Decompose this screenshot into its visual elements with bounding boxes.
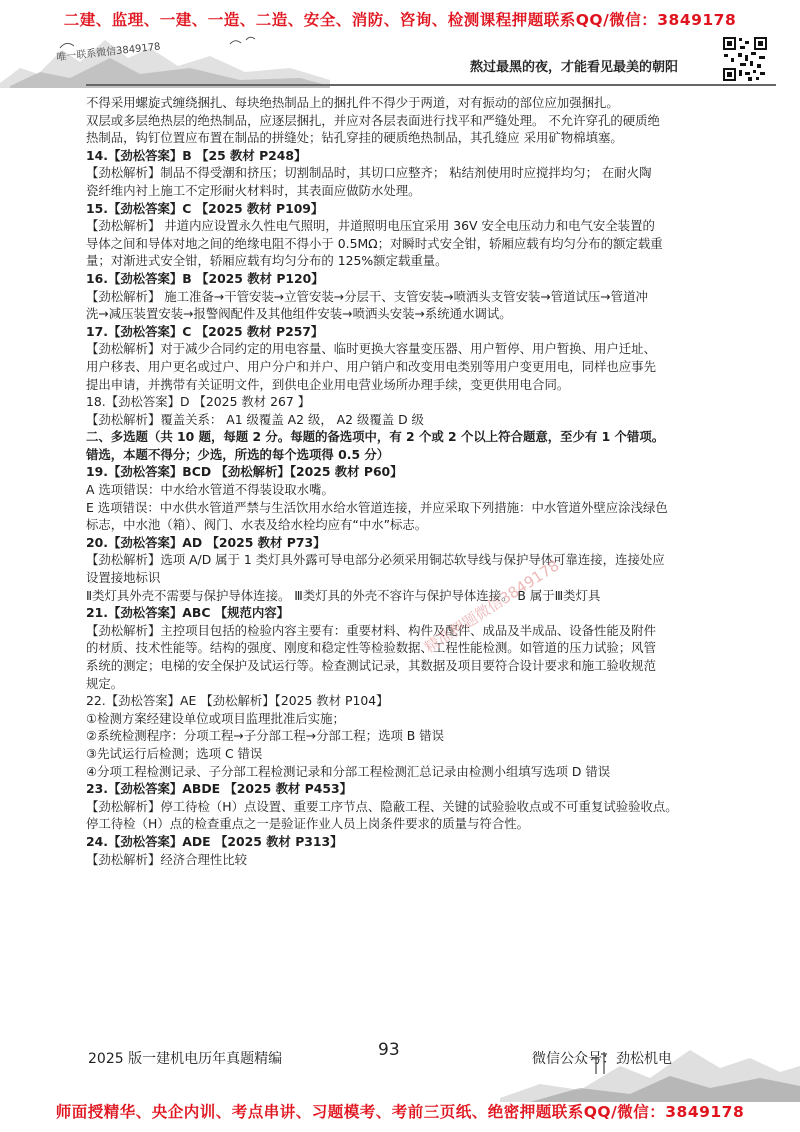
contact-watermark: 精准押题微信3849178 [421, 556, 563, 657]
explanation-line: ②系统检测程序：分项工程→子分部工程→分部工程；选项 B 错误 [86, 728, 445, 744]
explanation-line: 热制品，钩钉位置应布置在制品的拼缝处；钻孔穿挂的硬质绝热制品，其孔缝应 采用矿物棉填塞。 [86, 130, 623, 146]
explanation-line: 不得采用螺旋式缠绕捆扎、每块绝热制品上的捆扎件不得少于两道，对有振动的部位应加强捆扎。 [86, 95, 619, 110]
explanation-line: 双层或多层绝热层的绝热制品，应逐层捆扎，并应对各层表面进行找平和严缝处理。 不允许穿孔的硬质绝 [86, 112, 660, 128]
explanation-line: 的材质、技术性能等。结构的强度、刚度和稳定性等检验数据、工程性能检测。如管道的压力试验；风管 [86, 640, 656, 656]
footer-book-title: 2025 版一建机电历年真题精编 [88, 1051, 283, 1067]
explanation-line: 18.【劲松答案】D 【2025 教材 267 】 [86, 394, 311, 410]
explanation-line: 标志，中水池（箱）、阀门、水表及给水栓均应有“中水”标志。 [86, 517, 428, 533]
explanation-line: 导体之间和导体对地之间的绝缘电阻不得小于 0.5MΩ；对瞬时式安全钳，轿厢应载有均匀分布的额定载重 [86, 235, 663, 251]
question-heading-line: 二、多选题（共 10 题，每题 2 分。每题的备选项中，有 2 个或 2 个以上符合题意，至少有 1 个错项。 [86, 429, 665, 445]
explanation-line: Ⅱ类灯具外壳不需要与保护导体连接。 Ⅲ类灯具的外壳不容许与保护导体连接。 B 属于Ⅲ类灯具 [86, 587, 601, 603]
question-heading-line: 错选，本题不得分；少选，所选的每个选项得 0.5 分） [86, 446, 390, 462]
header-divider [86, 84, 776, 86]
explanation-line: 【劲松解析】制品不得受潮和挤压；切割制品时，其切口应整齐； 粘结剂使用时应搅拌均匀； 在耐火陶 [86, 165, 652, 181]
explanation-line: 【劲松解析】 施工准备→干管安装→立管安装→分层干、支管安装→喷洒头支管安装→管道试压→管道冲 [86, 288, 648, 304]
explanation-line: 停工待检（H）点的检查重点之一是验证作业人员上岗条件要求的质量与符合性。 [86, 816, 529, 832]
explanation-line: 【劲松解析】覆盖关系： A1 级覆盖 A2 级， A2 级覆盖 D 级 [86, 411, 424, 427]
explanation-line: A 选项错误：中水给水管道不得装设取水嘴。 [86, 482, 334, 498]
explanation-line: 瓷纤维内衬上施工不定形耐火材料时，其表面应做防水处理。 [86, 182, 421, 198]
explanation-line: 【劲松解析】对于减少合同约定的用电容量、临时更换大容量变压器、用户暂停、用户暂换、用户迁址、 [86, 341, 656, 357]
page-number: 93 [378, 1040, 400, 1060]
answer-explanations [86, 94, 736, 868]
explanation-line: 【劲松解析】停工待检（H）点设置、重要工序节点、隐蔽工程、关键的试验验收点或不可重复试验验收点。 [86, 798, 678, 814]
explanation-line: 规定。 [86, 675, 124, 691]
explanation-line: 系统的测定；电梯的安全保护及试运行等。检查测试记录，其数据及项目要符合设计要求和施工验收规范 [86, 658, 656, 673]
explanation-line: 【劲松解析】经济合理性比较 [86, 851, 248, 867]
header-slogan: 熬过最黑的夜，才能看见最美的朝阳 [470, 60, 679, 75]
question-heading-line: 19.【劲松答案】BCD 【劲松解析】【2025 教材 P60】 [86, 464, 403, 480]
question-heading-line: 23.【劲松答案】ABDE 【2025 教材 P453】 [86, 781, 353, 797]
explanation-line: 【劲松解析】 井道内应设置永久性电气照明，井道照明电压宜采用 36V 安全电压动力和电气安全装置的 [86, 218, 655, 234]
top-contact-banner: 二建、监理、一建、一造、二造、安全、消防、咨询、检测课程押题联系QQ/微信：3849178 [63, 11, 737, 29]
ink-mountain-decoration-left [0, 28, 330, 88]
explanation-line: E 选项错误：中水供水管道严禁与生活饮用水给水管道连接，并应采取下列措施：中水管道外壁应涂浅绿色 [86, 499, 668, 515]
explanation-line: 【劲松解析】选项 A/D 属于 1 类灯具外露可导电部分必须采用铜芯软导线与保护导体可靠连接，连接处应 [86, 552, 665, 568]
explanation-line: 设置接地标识 [86, 570, 161, 586]
explanation-line: 22.【劲松答案】AE 【劲松解析】【2025 教材 P104】 [86, 693, 389, 709]
question-heading-line: 21.【劲松答案】ABC 【规范内容】 [86, 605, 290, 621]
question-heading-line: 24.【劲松答案】ADE 【2025 教材 P313】 [86, 833, 343, 849]
footer-wechat-account: 微信公众号：劲松机电 [532, 1051, 672, 1067]
explanation-line: ③先试运行后检测；选项 C 错误 [86, 745, 263, 761]
question-heading-line: 15.【劲松答案】C 【2025 教材 P109】 [86, 200, 324, 216]
question-heading-line: 16.【劲松答案】B 【2025 教材 P120】 [86, 270, 324, 286]
contact-stamp: 唯一联系微信3849178 [55, 41, 162, 64]
explanation-line: 量；对渐进式安全钳，轿厢应载有均匀分布的 125%额定载重量。 [86, 253, 448, 269]
question-heading-line: 20.【劲松答案】AD 【2025 教材 P73】 [86, 534, 326, 550]
ink-mountain-decoration-right [500, 1032, 800, 1102]
explanation-line: 洗→减压装置安装→报警阀配件及其他组件安装→喷洒头安装→系统通水调试。 [86, 306, 512, 322]
explanation-line: 提出申请，并携带有关证明文件，到供电企业用电营业场所办理手续，变更供用电合同。 [86, 376, 570, 392]
qr-code-icon [722, 36, 768, 82]
explanation-line: 用户移表、用户更名或过户、用户分户和并户、用户销户和改变用电类别等用户变更用电，同样也应事先 [86, 358, 656, 374]
question-heading-line: 14.【劲松答案】B 【25 教材 P248】 [86, 147, 307, 163]
bottom-contact-banner: 师面授精华、央企内训、考点串讲、习题模考、考前三页纸、绝密押题联系QQ/微信：3849178 [55, 1103, 745, 1121]
explanation-line: 【劲松解析】主控项目包括的检验内容主要有：重要材料、构件及配件、成品及半成品、设备性能及附件 [86, 622, 656, 638]
explanation-line: ①检测方案经建设单位或项目监理批准后实施； [86, 710, 345, 726]
question-heading-line: 17.【劲松答案】C 【2025 教材 P257】 [86, 323, 324, 339]
explanation-line: ④分项工程检测记录、子分部工程检测记录和分部工程检测汇总记录由检测小组填写选项 D 错误 [86, 763, 611, 779]
